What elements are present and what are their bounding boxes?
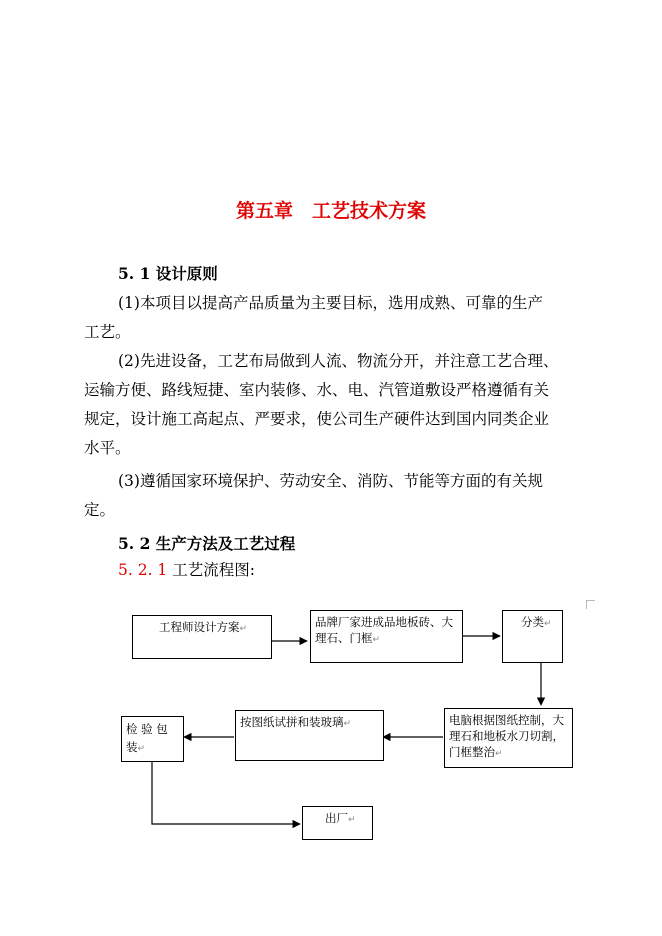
item1-line2: 工艺。 (84, 323, 131, 341)
item1-line1: (1)本项目以提高产品质量为主要目标，选用成熟、可靠的生产 (118, 294, 543, 312)
flow-box-brand-factory: 品牌厂家进成品地板砖、大理石、门框↵ (310, 610, 463, 663)
flow-box-inspect-pack: 检 验 包 装↵ (121, 716, 184, 762)
item3-line1: (3)遵循国家环境保护、劳动安全、消防、节能等方面的有关规 (118, 472, 543, 490)
flow-box-exit-factory: 出厂↵ (302, 806, 373, 840)
flow-box-trial-assembly: 按图纸试拼和装玻璃↵ (235, 710, 384, 761)
chapter-title: 第五章 工艺技术方案 (235, 200, 426, 222)
item2-line2: 运输方便、路线短捷、室内装修、水、电、汽管道敷设严格遵循有关 (84, 381, 550, 399)
section-heading-design-principles: 5. 1 设计原则 (118, 264, 218, 283)
item2-line3: 规定，设计施工高起点、严要求，使公司生产硬件达到国内同类企业 (84, 410, 550, 428)
flow-box-classify: 分类↵ (502, 610, 563, 663)
section-heading-production-method: 5. 2 生产方法及工艺过程 (118, 534, 296, 553)
flow-box-computer-control: 电脑根据图纸控制，大理石和地板水刀切割，门框整治↵ (444, 708, 573, 768)
item2-line1: (2)先进设备，工艺布局做到人流、物流分开，并注意工艺合理、 (118, 352, 559, 370)
arrow-inspect-to-exit (152, 761, 300, 824)
subsection-title: 工艺流程图: (172, 561, 255, 579)
item3-line2: 定。 (84, 501, 116, 519)
subsection-number: 5. 2. 1 (118, 561, 168, 579)
flow-box-engineer-plan: 工程师设计方案↵ (132, 615, 272, 659)
item2-line4: 水平。 (84, 439, 131, 457)
